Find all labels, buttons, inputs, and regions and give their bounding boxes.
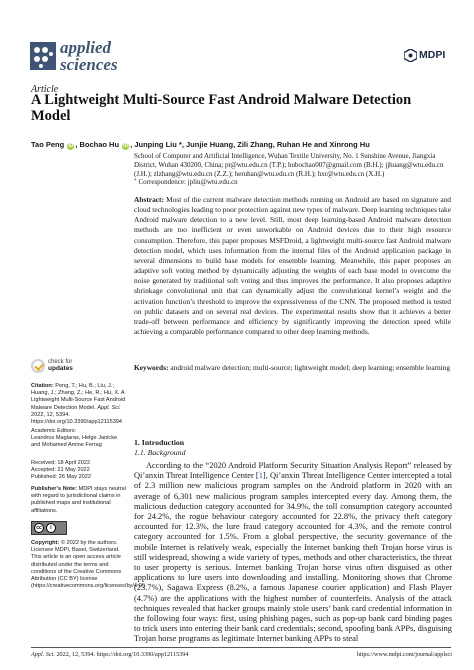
dates [31, 460, 127, 482]
citation-block: Citation: Peng, T.; Hu, B.; Liu, J.; Huang, J.; Zhang, Z.; He, R.; Hu, X. A Lightweight Multi-Source Fast Android Malware Detection Model. Appl. Sci. 2022, 12, 5394. https://doi.org/10.3390/app12115394 [31, 383, 126, 426]
affiliation [134, 152, 452, 187]
by-icon: i [46, 523, 56, 533]
orcid-icon[interactable]: iD [68, 143, 74, 149]
abstract-text: Most of the current malware detection methods running on Android are based on signature and cloud technologies leading to poor protection against new types of malware. Deep learning techniques take Android malware detection to a new level. Still, most deep learning-based Android malware detection methods are too inefficient or even unworkable on Android devices due to their high resource consumption. Therefore, this paper proposes MSFDroid, a lightweight multi-source fast Android malware detection model, which uses information from the internal files of the Android application package in several dimensions to build base models for ensemble learning. Meanwhile, this paper proposes an adaptive soft voting method by dynamically adjusting the weights of each base model to overcome the noise generated by traditional soft voting and thus improves the performance. It also proposes adaptive shrinkage convolutional unit that can dynamically adjust the convolutional kernel’s weight and the activation function’s threshold to improve the expressiveness of the CNN. The proposed method is tested on public datasets and on several real devices. The experimental results show that it achieves a better trade-off between performance and efficiency by significantly improving the detection speed while achieving a comparable performance compared to other deep learning methods. [134, 195, 451, 337]
check-updates-icon [31, 359, 45, 373]
check-for-updates-button[interactable]: check for updates [31, 358, 101, 378]
copyright: Copyright: © 2022 by the authors. Licensee MDPI, Basel, Switzerland. This article is an open access article distributed under the terms and conditions of the Creative Commons Attribution (CC BY) license (https://creativecommons.org/licenses/by/4.0/). [31, 540, 147, 590]
publisher-name: MDPI [419, 49, 446, 61]
author-list: Tao Peng iD , Bochao Hu iD , Junping Liu *, Junjie Huang, Zili Zhang, Ruhan He and Xinrong Hu [31, 140, 370, 149]
footer-divider [31, 647, 451, 648]
journal-name: applied sciences [60, 38, 118, 74]
author-name: Junjie Huang [186, 140, 234, 149]
abstract-label: Abstract: [134, 195, 164, 204]
journal-logo-icon [30, 42, 56, 70]
citation-doi-link[interactable]: https://doi.org/10.3390/app12115394 [31, 419, 123, 426]
author-name: Bochao Hu [79, 140, 120, 149]
footer-journal-url[interactable]: https://www.mdpi.com/journal/applsci [356, 651, 452, 658]
cc-icon: cc [34, 523, 44, 533]
mdpi-logo[interactable] [404, 49, 448, 63]
keywords-text: android malware detection; multi-source; lightweight model; deep learning; ensemble learning [170, 363, 451, 372]
section-heading: 1. Introduction [134, 438, 185, 447]
received-date: Received: 18 April 2022 [31, 460, 91, 466]
publisher-note: Publisher’s Note: MDPI stays neutral with regard to jurisdictional claims in published maps and institutional affiliations. [31, 486, 126, 514]
reference-link[interactable]: 1 [258, 471, 263, 481]
correspondence: * Correspondence: jpliu@wtu.edu.cn [134, 178, 238, 187]
author-name: Junping Liu * [134, 140, 182, 149]
cc-by-license-badge[interactable] [31, 521, 67, 535]
author-name: Zili Zhang [237, 140, 273, 149]
author-name: Xinrong Hu [329, 140, 370, 149]
footer-citation: Appl. Sci. 2022, 12, 5394. https://doi.org/10.3390/app12115394 [31, 651, 189, 658]
orcid-icon[interactable]: iD [123, 143, 129, 149]
author-name: Tao Peng [31, 140, 65, 149]
author-name: Ruhan He [276, 140, 312, 149]
article-title: A Lightweight Multi-Source Fast Android Malware Detection Model [31, 92, 412, 124]
academic-editors: Academic Editors: Leandros Maglaras, Helge Janicke and Mohamed Amine Ferrag [31, 428, 118, 449]
keywords-label: Keywords: [134, 363, 169, 372]
accepted-date: Accepted: 21 May 2022 [31, 467, 90, 474]
published-date: Published: 26 May 2022 [31, 474, 92, 481]
mdpi-logo-icon [404, 49, 417, 62]
abstract [134, 195, 451, 337]
keywords [134, 363, 451, 373]
subsection-heading: 1.1. Background [134, 448, 186, 457]
body-paragraph: According to the “2020 Android Platform Security Situation Analysis Report” released by Qi’anxin Threat Intelligence Center [1], Qi’anxin Threat Intelligence Center intercepted a total of 2.3 million new malicious program samples on the Android platform in 2020 with an average of 6,301 new malicious program samples intercepted every day. Among them, the malicious deduction category accounted for 34.9%, the toll consumption category accounted for 24.2%, the rogue behaviour category accounted for 22.8%, the privacy theft category accounted for 12.3%, the lure fraud category accounted for 4.3%, and the remote control category accounted for 1.5%. From a global perspective, the security governance of the mobile Internet is relatively weak, especially the Internet banking theft Trojan horse virus is still widespread, showing a wide variety of types, methods and other characteristics, the threat to user property is serious. Internet banking Trojan horse virus often disguised as other applications to lure users into downloading and installing. Monitoring shows that Chrome (23.7%), Sagawa Express (8.2%, a famous Japanese courier application) and Flash Player (4.7%) are the applications with the highest number of counterfeits. Analysis of the attack techniques revealed that hacker groups mainly stole users’ bank card credential information in the following four ways: first, using phishing pages, such as pop-up bank card binding pages to trick users into entering their bank card credentials; second, spoofing bank APPs, disguising Trojan horse programs as legitimate Internet banking APPs to steal [134, 461, 452, 644]
affiliation-text: School of Computer and Artificial Intelligence, Wuhan Textile University, No. 1 Sunshine Avenue, Jiangxia District, Wuhan 430200, China; pt@wtu.edu.cn (T.P.); hubochao007@gmail.com (B.H.); jjhuang@wtu.edu.cn (J.H.); zlzhang@wtu.edu.cn (Z.Z.); heruhan@wtu.edu.cn (R.H.); hxr@wtu.edu.cn (X.H.) [134, 152, 444, 178]
article-type: Article [31, 84, 59, 95]
